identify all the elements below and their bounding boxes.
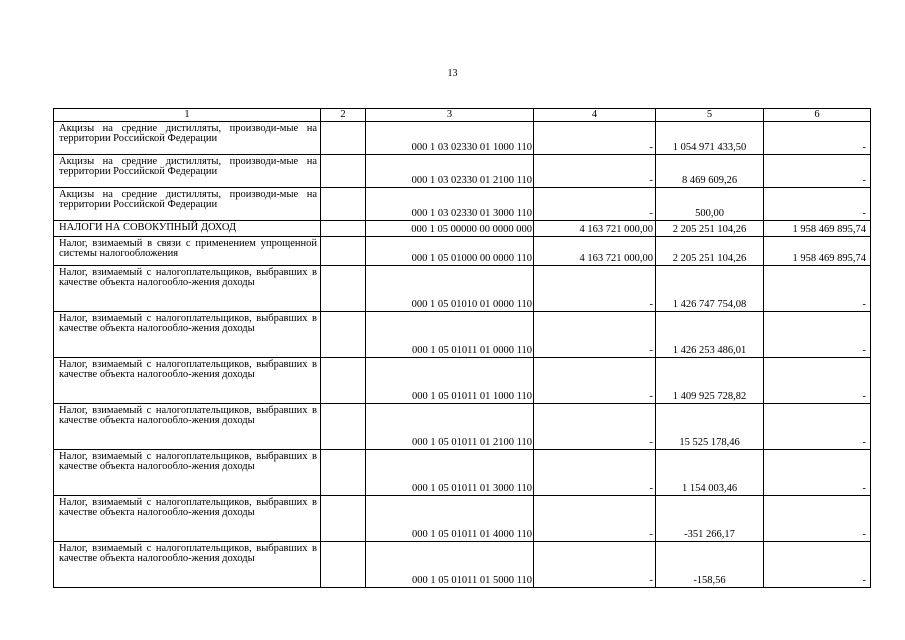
cell-code: 000 1 03 02330 01 2100 110 xyxy=(366,155,534,188)
table-row xyxy=(54,450,871,496)
cell-plan: 4 163 721 000,00 xyxy=(534,221,656,237)
cell-name: НАЛОГИ НА СОВОКУПНЫЙ ДОХОД xyxy=(54,221,321,237)
header-col-6: 6 xyxy=(764,109,871,122)
table-row xyxy=(54,542,871,588)
cell-plan: 4 163 721 000,00 xyxy=(534,237,656,266)
cell-remaining: - xyxy=(764,122,871,155)
cell-code: 000 1 05 01011 01 3000 110 xyxy=(366,450,534,496)
cell-plan: - xyxy=(534,312,656,358)
cell-col2 xyxy=(321,266,366,312)
cell-name: Налог, взимаемый с налогоплательщиков, выбравших в качестве объекта налогообло-жения доходы xyxy=(54,496,321,542)
cell-col2 xyxy=(321,122,366,155)
cell-col2 xyxy=(321,450,366,496)
cell-col2 xyxy=(321,221,366,237)
cell-remaining: - xyxy=(764,155,871,188)
cell-name: Налог, взимаемый с налогоплательщиков, выбравших в качестве объекта налогообло-жения доходы xyxy=(54,404,321,450)
cell-plan: - xyxy=(534,496,656,542)
table-row xyxy=(54,155,871,188)
cell-executed: 1 054 971 433,50 xyxy=(656,122,764,155)
page-number: 13 xyxy=(447,68,458,79)
cell-remaining: 1 958 469 895,74 xyxy=(764,221,871,237)
cell-plan: - xyxy=(534,155,656,188)
header-col-4: 4 xyxy=(534,109,656,122)
cell-code: 000 1 03 02330 01 1000 110 xyxy=(366,122,534,155)
cell-executed: -158,56 xyxy=(656,542,764,588)
cell-remaining: - xyxy=(764,188,871,221)
cell-code: 000 1 05 01011 01 5000 110 xyxy=(366,542,534,588)
header-col-3: 3 xyxy=(366,109,534,122)
cell-name: Налог, взимаемый с налогоплательщиков, выбравших в качестве объекта налогообло-жения доходы xyxy=(54,358,321,404)
cell-plan: - xyxy=(534,188,656,221)
report-table xyxy=(53,108,871,588)
header-col-2: 2 xyxy=(321,109,366,122)
cell-col2 xyxy=(321,237,366,266)
cell-remaining: - xyxy=(764,496,871,542)
cell-name: Налог, взимаемый с налогоплательщиков, выбравших в качестве объекта налогообло-жения доходы xyxy=(54,542,321,588)
cell-col2 xyxy=(321,155,366,188)
cell-code: 000 1 05 01011 01 1000 110 xyxy=(366,358,534,404)
table-row xyxy=(54,496,871,542)
cell-executed: 15 525 178,46 xyxy=(656,404,764,450)
cell-executed: 1 426 747 754,08 xyxy=(656,266,764,312)
cell-name: Налог, взимаемый с налогоплательщиков, выбравших в качестве объекта налогообло-жения доходы xyxy=(54,312,321,358)
cell-code: 000 1 05 01010 01 0000 110 xyxy=(366,266,534,312)
header-col-5: 5 xyxy=(656,109,764,122)
cell-executed: 1 154 003,46 xyxy=(656,450,764,496)
table-row xyxy=(54,188,871,221)
table-row xyxy=(54,122,871,155)
cell-name: Акцизы на средние дистилляты, производи-мые на территории Российской Федерации xyxy=(54,188,321,221)
cell-code: 000 1 03 02330 01 3000 110 xyxy=(366,188,534,221)
cell-executed: 2 205 251 104,26 xyxy=(656,221,764,237)
cell-code: 000 1 05 01000 00 0000 110 xyxy=(366,237,534,266)
table-row xyxy=(54,237,871,266)
cell-plan: - xyxy=(534,450,656,496)
cell-executed: 500,00 xyxy=(656,188,764,221)
cell-remaining: - xyxy=(764,404,871,450)
cell-col2 xyxy=(321,496,366,542)
cell-remaining: - xyxy=(764,312,871,358)
cell-name: Налог, взимаемый с налогоплательщиков, выбравших в качестве объекта налогообло-жения доходы xyxy=(54,450,321,496)
cell-remaining: 1 958 469 895,74 xyxy=(764,237,871,266)
cell-col2 xyxy=(321,358,366,404)
header-col-1: 1 xyxy=(54,109,321,122)
cell-code: 000 1 05 00000 00 0000 000 xyxy=(366,221,534,237)
cell-plan: - xyxy=(534,122,656,155)
cell-executed: 1 426 253 486,01 xyxy=(656,312,764,358)
cell-name: Налог, взимаемый в связи с применением упрощенной системы налогообложения xyxy=(54,237,321,266)
cell-col2 xyxy=(321,542,366,588)
cell-name: Акцизы на средние дистилляты, производи-мые на территории Российской Федерации xyxy=(54,122,321,155)
cell-plan: - xyxy=(534,358,656,404)
cell-plan: - xyxy=(534,542,656,588)
cell-executed: 2 205 251 104,26 xyxy=(656,237,764,266)
cell-col2 xyxy=(321,188,366,221)
cell-code: 000 1 05 01011 01 2100 110 xyxy=(366,404,534,450)
cell-col2 xyxy=(321,312,366,358)
cell-remaining: - xyxy=(764,266,871,312)
cell-executed: -351 266,17 xyxy=(656,496,764,542)
cell-remaining: - xyxy=(764,450,871,496)
table-row xyxy=(54,312,871,358)
table-row xyxy=(54,221,871,237)
cell-code: 000 1 05 01011 01 4000 110 xyxy=(366,496,534,542)
cell-remaining: - xyxy=(764,542,871,588)
table-row xyxy=(54,266,871,312)
table-row xyxy=(54,404,871,450)
cell-executed: 8 469 609,26 xyxy=(656,155,764,188)
header-row xyxy=(54,109,871,122)
table-header xyxy=(54,109,871,122)
cell-name: Акцизы на средние дистилляты, производи-мые на территории Российской Федерации xyxy=(54,155,321,188)
cell-col2 xyxy=(321,404,366,450)
cell-plan: - xyxy=(534,266,656,312)
table-body xyxy=(54,122,871,588)
table-row xyxy=(54,358,871,404)
cell-executed: 1 409 925 728,82 xyxy=(656,358,764,404)
cell-code: 000 1 05 01011 01 0000 110 xyxy=(366,312,534,358)
cell-plan: - xyxy=(534,404,656,450)
cell-name: Налог, взимаемый с налогоплательщиков, выбравших в качестве объекта налогообло-жения доходы xyxy=(54,266,321,312)
cell-remaining: - xyxy=(764,358,871,404)
